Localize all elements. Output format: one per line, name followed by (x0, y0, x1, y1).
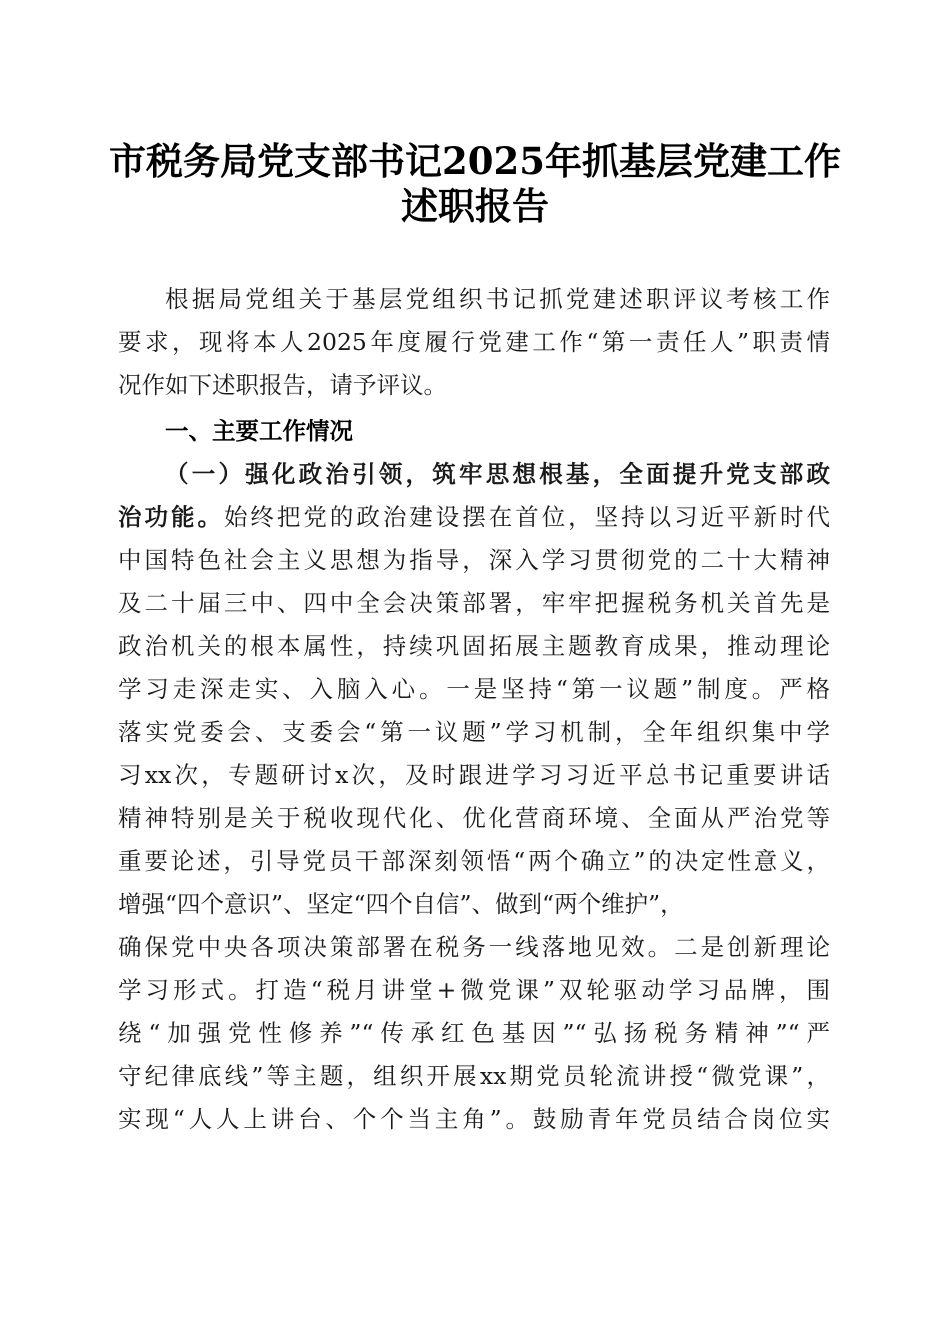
intro-line-3: 况作如下述职报告，请予评议。 (118, 371, 447, 399)
body-line-10: 确保党中央各项决策部署在税务一线落地见效。二是创新理论 (118, 933, 830, 961)
body-line-6: 习xx次，专题研讨x次，及时跟进学习习近平总书记重要讲话 (118, 761, 830, 789)
subsection-1-heading-part-2: 治功能。 (118, 503, 224, 531)
body-line-2: 及二十届三中、四中全会决策部署，牢牢把握税务机关首先是 (118, 589, 830, 617)
subsection-1-heading-line (165, 459, 830, 489)
body-line-8: 重要论述，引导党员干部深刻领悟“两个确立”的决定性意义， (118, 847, 830, 875)
body-line-11: 学习形式。打造“税月讲堂+微党课”双轮驱动学习品牌，围 (118, 976, 830, 1004)
intro-line-2: 要求，现将本人2025年度履行党建工作“第一责任人”职责情 (118, 328, 830, 356)
body-line-9: 增强“四个意识”、坚定“四个自信”、做到“两个维护”， (118, 890, 684, 918)
section-1-heading: 一、主要工作情况 (165, 417, 353, 445)
subsection-1-text-start: 始终把党的政治建设摆在首位，坚持以习近平新时代 (223, 503, 831, 531)
body-line-12: 绕“加强党性修养”“传承红色基因”“弘扬税务精神”“严 (118, 1019, 830, 1047)
subsection-1-line-2 (118, 502, 830, 532)
body-line-1: 中国特色社会主义思想为指导，深入学习贯彻党的二十大精神 (118, 546, 830, 574)
body-line-13: 守纪律底线”等主题，组织开展xx期党员轮流讲授“微党课”， (118, 1062, 830, 1090)
body-line-7: 精神特别是关于税收现代化、优化营商环境、全面从严治党等 (118, 804, 830, 832)
body-line-4: 学习走深走实、入脑入心。一是坚持“第一议题”制度。严格 (118, 675, 830, 703)
document-title-line-2: 述职报告 (401, 184, 549, 228)
body-line-3: 政治机关的根本属性，持续巩固拓展主题教育成果，推动理论 (118, 632, 830, 660)
intro-line-1: 根据局党组关于基层党组织书记抓党建述职评议考核工作 (165, 285, 830, 313)
body-line-14: 实现“人人上讲台、个个当主角”。鼓励青年党员结合岗位实 (118, 1105, 830, 1133)
subsection-1-heading-part-1: （一）强化政治引领，筑牢思想根基，全面提升党支部政 (165, 460, 830, 488)
body-line-5: 落实党委会、支委会“第一议题”学习机制，全年组织集中学 (118, 718, 830, 746)
document-title-line-1: 市税务局党支部书记2025年抓基层党建工作 (109, 139, 841, 183)
